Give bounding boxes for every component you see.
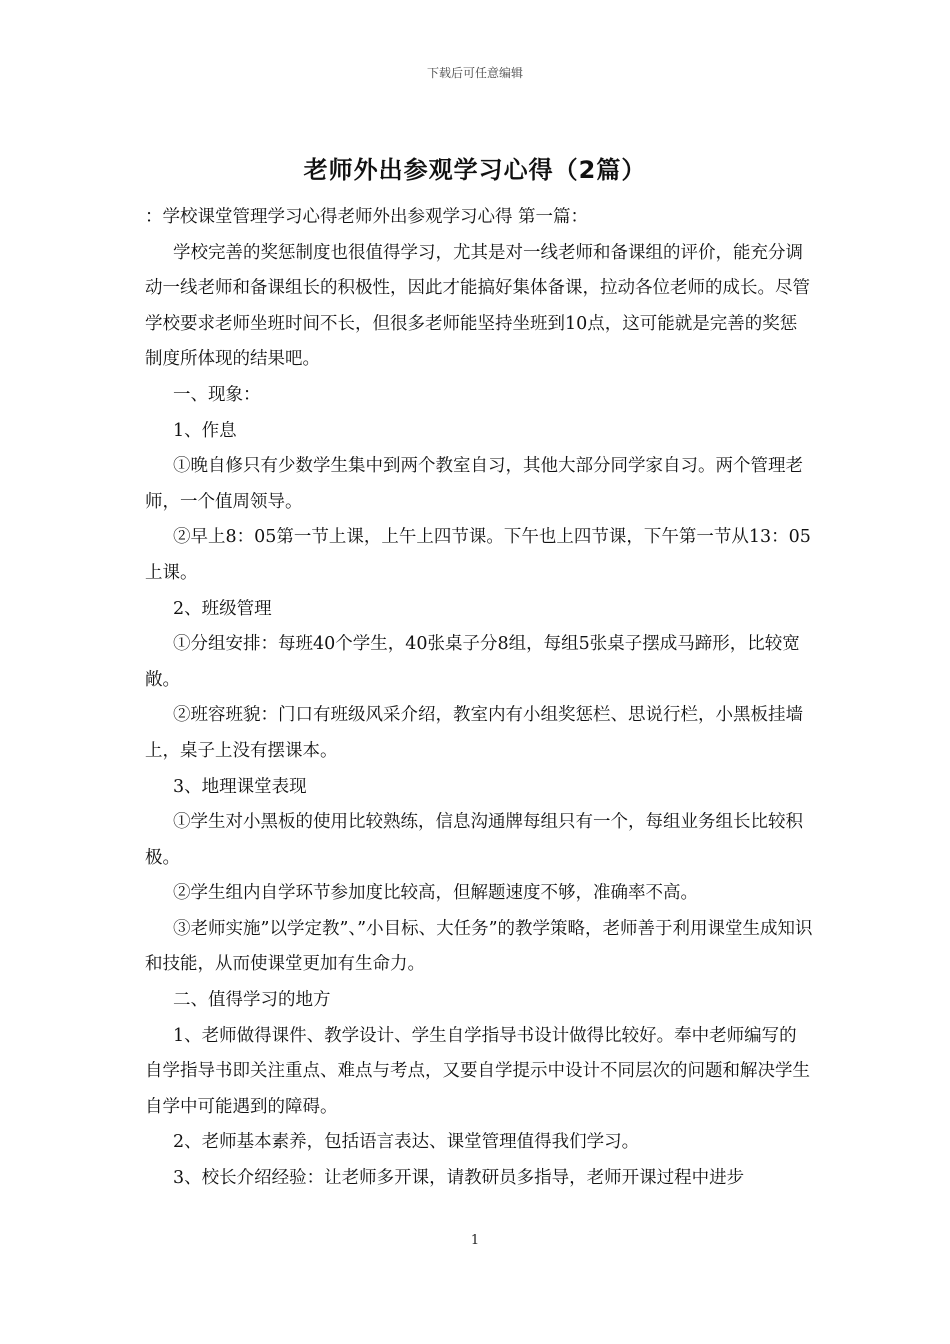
section-heading: 二、值得学习的地方: [173, 990, 331, 1011]
page-number: 1: [470, 1233, 480, 1248]
list-item: ①晚自修只有少数学生集中到两个教室自习，其他大部分同学家自习。两个管理老师，一个值周领导。: [145, 456, 803, 512]
list-item: ②班容班貌：门口有班级风采介绍，教室内有小组奖惩栏、思说行栏，小黑板挂墙上，桌子上没有摆课本。: [145, 705, 803, 761]
paragraph: 学校完善的奖惩制度也很值得学习，尤其是对一线老师和备课组的评价，能充分调动一线老师和备课组长的积极性，因此才能搞好集体备课，拉动各位老师的成长。尽管学校要求老师坐班时间不长，但很多老师能坚持坐班到10点，这可能就是完善的奖惩制度所体现的结果吧。: [145, 242, 810, 370]
list-item: ③老师实施”以学定教”、”小目标、大任务”的教学策略，老师善于利用课堂生成知识和技能，从而使课堂更加有生命力。: [145, 918, 813, 975]
list-item: ①学生对小黑板的使用比较熟练，信息沟通牌每组只有一个，每组业务组长比较积极。: [145, 812, 803, 868]
page-header: 下载后可任意编辑: [426, 66, 523, 80]
document-title: 老师外出参观学习心得（2篇）: [303, 156, 647, 184]
list-item: ①分组安排：每班40个学生，40张桌子分8组，每组5张桌子摆成马蹄形，比较宽敞。: [145, 634, 800, 690]
list-item: 3、校长介绍经验：让老师多开课，请教研员多指导，老师开课过程中进步: [173, 1168, 745, 1189]
list-item: ②早上8：05第一节上课，上午上四节课。下午也上四节课，下午第一节从13：05上课。: [145, 527, 811, 583]
document-body: [145, 200, 813, 1197]
list-item: 1、老师做得课件、教学设计、学生自学指导书设计做得比较好。奉中老师编写的自学指导书即关注重点、难点与考点，又要自学提示中设计不同层次的问题和解决学生自学中可能遇到的障碍。: [145, 1025, 810, 1117]
subsection-heading: 2、班级管理: [173, 598, 272, 619]
subsection-heading: 1、作息: [173, 420, 237, 441]
list-item: 2、老师基本素养，包括语言表达、课堂管理值得我们学习。: [173, 1132, 640, 1153]
list-item: ②学生组内自学环节参加度比较高，但解题速度不够，准确率不高。: [173, 883, 698, 904]
paragraph: ：学校课堂管理学习心得老师外出参观学习心得 第一篇：: [145, 207, 589, 227]
section-heading: 一、现象：: [173, 384, 261, 405]
subsection-heading: 3、地理课堂表现: [173, 776, 307, 797]
